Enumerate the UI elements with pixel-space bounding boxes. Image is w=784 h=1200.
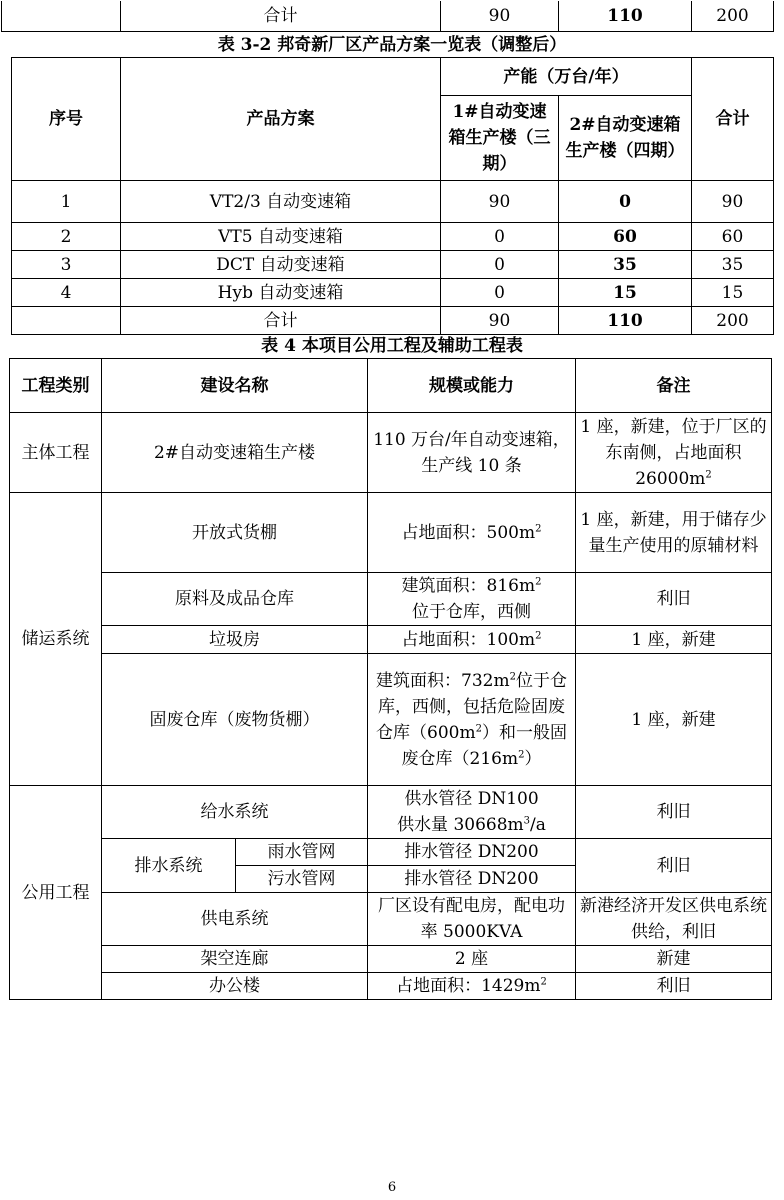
table-cell: 垃圾房: [102, 626, 368, 654]
table-cell: 110: [559, 307, 692, 335]
table-cell: 给水系统: [102, 786, 368, 839]
header-name: 建设名称: [102, 359, 368, 413]
table-cell: 35: [692, 251, 774, 279]
table-cell: 排水系统: [102, 839, 236, 893]
table-cell: 60: [559, 223, 692, 251]
table-cell: 供电系统: [102, 893, 368, 946]
category-cell: 公用工程: [10, 786, 102, 1000]
table-cell: 110: [559, 1, 692, 31]
header-capacity: 产能（万台/年）: [441, 58, 692, 96]
header-total: 合计: [692, 58, 774, 181]
table-cell: 60: [692, 223, 774, 251]
table-cell: 200: [692, 1, 774, 31]
table-cell: 合计: [121, 1, 441, 31]
table-cell: [2, 1, 121, 31]
table-cell: 1 座，新建: [576, 626, 772, 654]
table-cell: Hyb 自动变速箱: [121, 279, 441, 307]
category-cell: 储运系统: [10, 493, 102, 786]
product-plan-table: [11, 57, 774, 335]
table-row: [10, 359, 772, 413]
table-row: [10, 413, 772, 493]
table-row: [12, 279, 774, 307]
table-cell: 90: [441, 307, 559, 335]
table-row: [10, 893, 772, 946]
table-cell: 占地面积：$100m^2$: [368, 626, 576, 654]
table-cell: 3: [12, 251, 121, 279]
table-cell: 占地面积：$1429m^2$: [368, 973, 576, 1000]
table-row: [10, 946, 772, 973]
table-cell: 1 座，新建: [576, 654, 772, 786]
table-cell: 15: [559, 279, 692, 307]
page-number: 6: [387, 1180, 397, 1195]
table-cell: 2: [12, 223, 121, 251]
utility-works-table: [9, 358, 772, 1000]
table-4-caption: 表 4 本项目公用工程及辅助工程表: [261, 336, 523, 356]
header-seq: 序号: [12, 58, 121, 181]
table-cell: 办公楼: [102, 973, 368, 1000]
table-cell: 利旧: [576, 839, 772, 893]
table-cell: 新建: [576, 946, 772, 973]
table-row: [10, 654, 772, 786]
table-cell: 2 座: [368, 946, 576, 973]
table-cell: 2#自动变速箱生产楼: [102, 413, 368, 493]
table-cell: DCT 自动变速箱: [121, 251, 441, 279]
table-cell: 利旧: [576, 786, 772, 839]
header-category: 工程类别: [10, 359, 102, 413]
table-cell: 0: [441, 223, 559, 251]
header-note: 备注: [576, 359, 772, 413]
table-cell: 厂区设有配电房，配电功率 5000KVA: [368, 893, 576, 946]
table-row: [10, 973, 772, 1000]
table-cell: 合计: [121, 307, 441, 335]
table-row: [10, 839, 772, 866]
table-cell: VT2/3 自动变速箱: [121, 181, 441, 223]
table-cell: 排水管径 DN200: [368, 839, 576, 866]
table-cell: VT5 自动变速箱: [121, 223, 441, 251]
top-fragment-table: [1, 1, 774, 32]
table-cell: 架空连廊: [102, 946, 368, 973]
table-cell: 0: [559, 181, 692, 223]
table-32-caption: 表 3-2 邦奇新厂区产品方案一览表（调整后）: [217, 35, 567, 55]
table-cell: 建筑面积：$816m^2$ 位于仓库，西侧: [368, 573, 576, 626]
table-cell: 占地面积：$500m^2$: [368, 493, 576, 573]
table-row: [12, 223, 774, 251]
table-row: [10, 786, 772, 839]
table-cell: 90: [441, 1, 559, 31]
table-cell: 110 万台/年自动变速箱，生产线 10 条: [368, 413, 576, 493]
table-cell: 开放式货棚: [102, 493, 368, 573]
table-row: [12, 307, 774, 335]
table-cell: 固废仓库（废物货棚）: [102, 654, 368, 786]
table-cell: 建筑面积：$732m^2$位于仓库，西侧，包括危险固废仓库$(600m^2)$和一般固废仓库$(216m^2)$: [368, 654, 576, 786]
table-row: [2, 1, 774, 31]
header-phase4: 2#自动变速箱生产楼（四期）: [559, 96, 692, 181]
table-cell: 15: [692, 279, 774, 307]
table-cell: 雨水管网: [236, 839, 368, 866]
table-cell: 200: [692, 307, 774, 335]
table-row: [10, 493, 772, 573]
category-cell: 主体工程: [10, 413, 102, 493]
table-cell: 利旧: [576, 973, 772, 1000]
header-scale: 规模或能力: [368, 359, 576, 413]
table-row: [10, 573, 772, 626]
table-row: [12, 58, 774, 96]
table-row: [12, 181, 774, 223]
header-phase3: 1#自动变速箱生产楼（三期）: [441, 96, 559, 181]
table-cell: [12, 307, 121, 335]
table-row: [12, 251, 774, 279]
table-cell: 供水管径 DN100 供水量 $30668m^3/a$: [368, 786, 576, 839]
table-cell: 90: [692, 181, 774, 223]
table-cell: 0: [441, 279, 559, 307]
table-cell: 新港经济开发区供电系统供给，利旧: [576, 893, 772, 946]
table-cell: 利旧: [576, 573, 772, 626]
table-cell: 0: [441, 251, 559, 279]
table-cell: 1 座，新建，用于储存少量生产使用的原辅材料: [576, 493, 772, 573]
header-product: 产品方案: [121, 58, 441, 181]
table-cell: 90: [441, 181, 559, 223]
table-row: [10, 626, 772, 654]
table-cell: 排水管径 DN200: [368, 866, 576, 893]
table-cell: 1 座，新建，位于厂区的东南侧，占地面积 $26000m^2$: [576, 413, 772, 493]
table-cell: 原料及成品仓库: [102, 573, 368, 626]
table-cell: 污水管网: [236, 866, 368, 893]
table-cell: 4: [12, 279, 121, 307]
table-cell: 35: [559, 251, 692, 279]
table-cell: 1: [12, 181, 121, 223]
